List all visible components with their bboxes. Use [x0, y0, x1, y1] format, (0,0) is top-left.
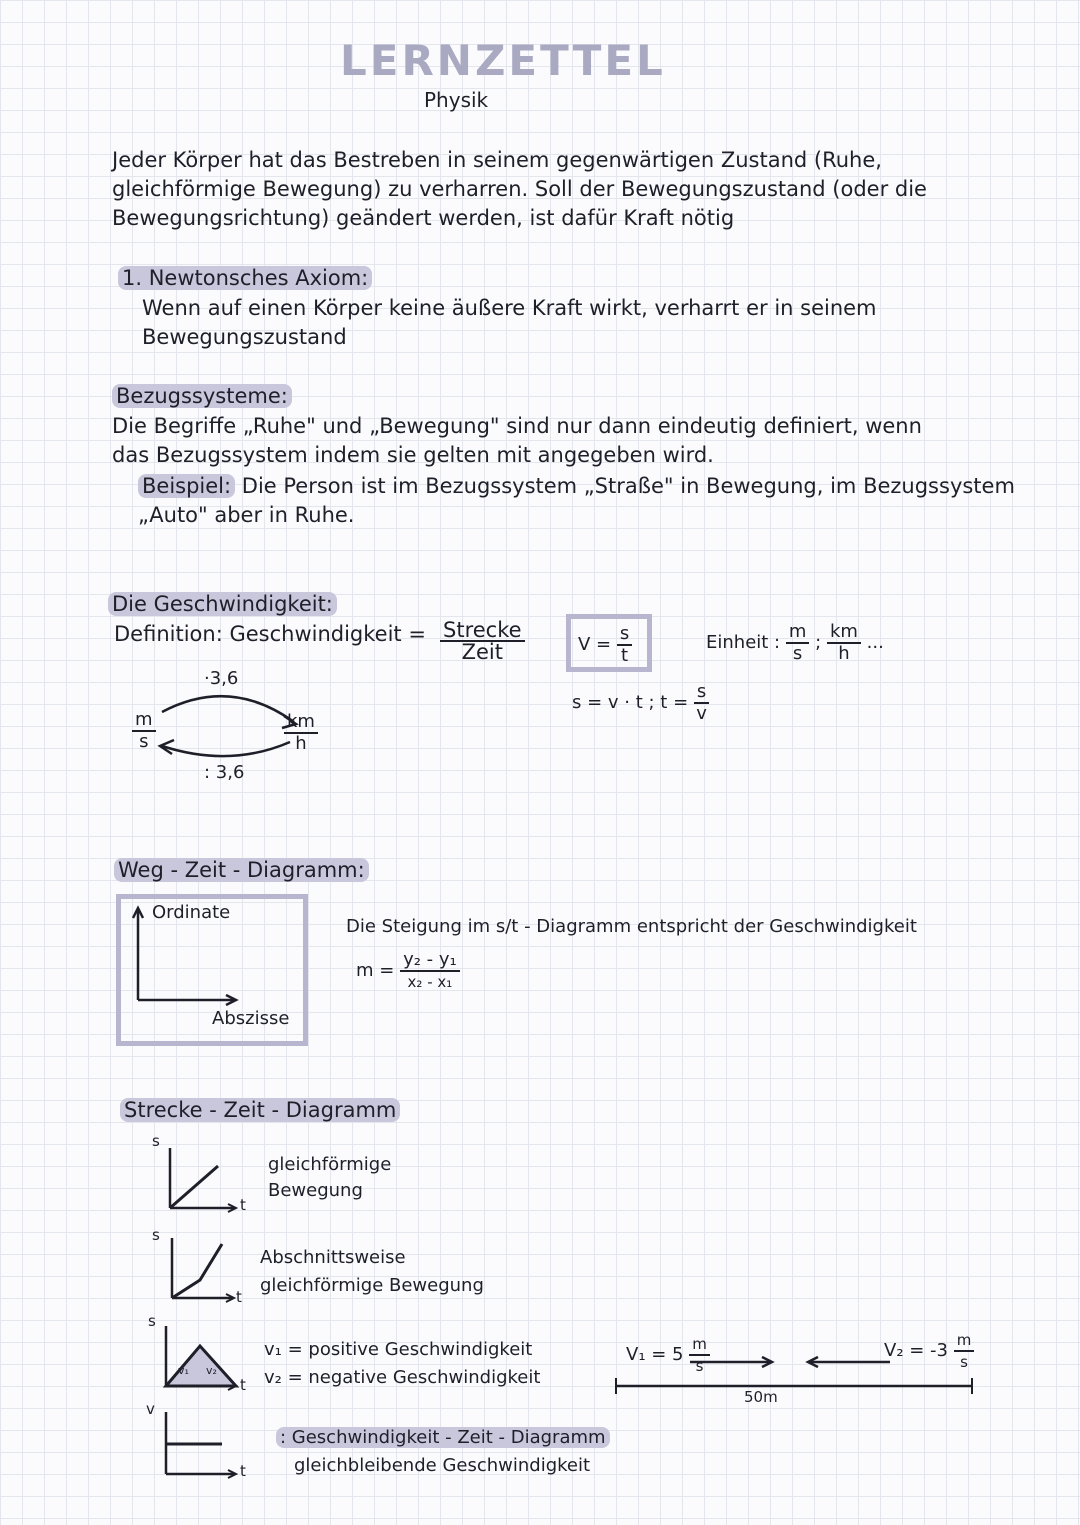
- speed-heading-text: Die Geschwindigkeit:: [108, 592, 337, 616]
- graph-piecewise: [172, 1238, 234, 1302]
- box-left: V =: [578, 634, 612, 655]
- newton-line: Wenn auf einen Körper keine äußere Kraft wirkt, verharrt er in seinem: [142, 296, 877, 320]
- conv-right-den: h: [295, 733, 307, 754]
- slope-text: Die Steigung im s/t - Diagramm entspricht der Geschwindigkeit: [346, 916, 917, 937]
- conv-right-num: km: [284, 712, 318, 734]
- unit2-num: km: [827, 622, 861, 644]
- conv-mul: ·3,6: [204, 668, 239, 689]
- m-label: m =: [356, 960, 395, 981]
- unit1-den: s: [792, 643, 803, 664]
- g4-line-highlight: : Geschwindigkeit - Zeit - Diagramm: [276, 1427, 610, 1448]
- wz-heading-text: Weg - Zeit - Diagramm:: [114, 858, 369, 882]
- intro-line: Bewegungsrichtung) geändert werden, ist dafür Kraft nötig: [112, 206, 735, 230]
- page-subtitle: Physik: [424, 88, 489, 112]
- intro-line: Jeder Körper hat das Bestreben in seinem gegenwärtigen Zustand (Ruhe,: [112, 148, 882, 172]
- g1-axis-s: s: [152, 1132, 160, 1150]
- g3-line: v₁ = positive Geschwindigkeit: [264, 1339, 533, 1360]
- unit-more: ...: [866, 632, 884, 653]
- ordinate-label: Ordinate: [152, 902, 231, 923]
- conv-div: : 3,6: [204, 762, 245, 783]
- g4-line: gleichbleibende Geschwindigkeit: [294, 1455, 591, 1476]
- distance-label: 50m: [744, 1388, 778, 1406]
- v1-label: [626, 1334, 710, 1376]
- formula-den: v: [696, 703, 707, 724]
- example-label: Beispiel:: [138, 474, 235, 498]
- conv-left-num: m: [132, 710, 156, 732]
- g1-axis-t: t: [240, 1196, 246, 1214]
- v2-text: V₂ = -3: [884, 1340, 949, 1361]
- graph-triangle: [166, 1326, 236, 1390]
- page-title: LERNZETTEL: [340, 36, 666, 85]
- formula-num: s: [694, 682, 709, 704]
- unit-sep: ;: [815, 632, 822, 653]
- intro-line: gleichförmige Bewegung) zu verharren. Soll der Bewegungszustand (oder die: [112, 177, 927, 201]
- st-heading-text: Strecke - Zeit - Diagramm: [120, 1098, 400, 1122]
- newton-heading-text: 1. Newtonsches Axiom:: [118, 266, 372, 290]
- conv-left-den: s: [139, 731, 149, 752]
- definition-label: Definition:: [114, 622, 223, 646]
- bezug-heading-text: Bezugssysteme:: [112, 384, 292, 408]
- v1-num: m: [689, 1334, 710, 1356]
- bezug-line: das Bezugssystem indem sie gelten mit angegeben wird.: [112, 443, 714, 467]
- g2-line: Abschnittsweise: [260, 1247, 406, 1268]
- unit-label: Einheit :: [706, 632, 781, 653]
- g1-line: gleichförmige: [268, 1154, 392, 1175]
- g4-axis-t: t: [240, 1462, 246, 1480]
- g3-line: v₂ = negative Geschwindigkeit: [264, 1367, 541, 1388]
- box-den: t: [621, 645, 629, 666]
- definition-text: Geschwindigkeit =: [229, 622, 426, 646]
- frac-den: Zeit: [461, 640, 503, 664]
- graph-constant-speed: [166, 1412, 236, 1478]
- unit2-den: h: [838, 643, 850, 664]
- g4-text: [276, 1424, 610, 1480]
- g2-line: gleichförmige Bewegung: [260, 1275, 484, 1296]
- v2-den: s: [960, 1353, 968, 1371]
- g2-axis-t: t: [236, 1288, 242, 1306]
- v2-label: [884, 1330, 974, 1372]
- example-line: „Auto" aber in Ruhe.: [138, 503, 355, 527]
- abszisse-label: Abszisse: [212, 1008, 290, 1029]
- v2-num: m: [954, 1330, 975, 1352]
- frac-num: Strecke: [440, 620, 525, 642]
- g3-tri-label-2: v₂: [206, 1364, 217, 1377]
- v1-text: V₁ = 5: [626, 1344, 684, 1365]
- m-num: y₂ - y₁: [400, 950, 460, 972]
- formula-a: s = v · t ; t =: [572, 692, 689, 713]
- g2-axis-s: s: [152, 1226, 160, 1244]
- v1-den: s: [695, 1357, 704, 1375]
- unit1-num: m: [786, 622, 810, 644]
- g3-text: [264, 1336, 540, 1392]
- newton-line: Bewegungszustand: [142, 325, 347, 349]
- bezug-line: Die Begriffe „Ruhe" und „Bewegung" sind nur dann eindeutig definiert, wenn: [112, 414, 922, 438]
- g3-tri-label-1: v₁: [178, 1364, 189, 1377]
- g1-text: [268, 1152, 391, 1204]
- g1-line: Bewegung: [268, 1180, 363, 1201]
- g3-axis-s: s: [148, 1312, 156, 1330]
- example-line: Die Person ist im Bezugssystem „Straße" in Bewegung, im Bezugssystem: [235, 474, 1015, 498]
- m-den: x₂ - x₁: [407, 973, 453, 991]
- box-num: s: [617, 624, 632, 646]
- g4-axis-v: v: [146, 1400, 155, 1418]
- g3-axis-t: t: [240, 1376, 246, 1394]
- graph-uniform: [170, 1148, 236, 1212]
- g2-text: [260, 1244, 484, 1300]
